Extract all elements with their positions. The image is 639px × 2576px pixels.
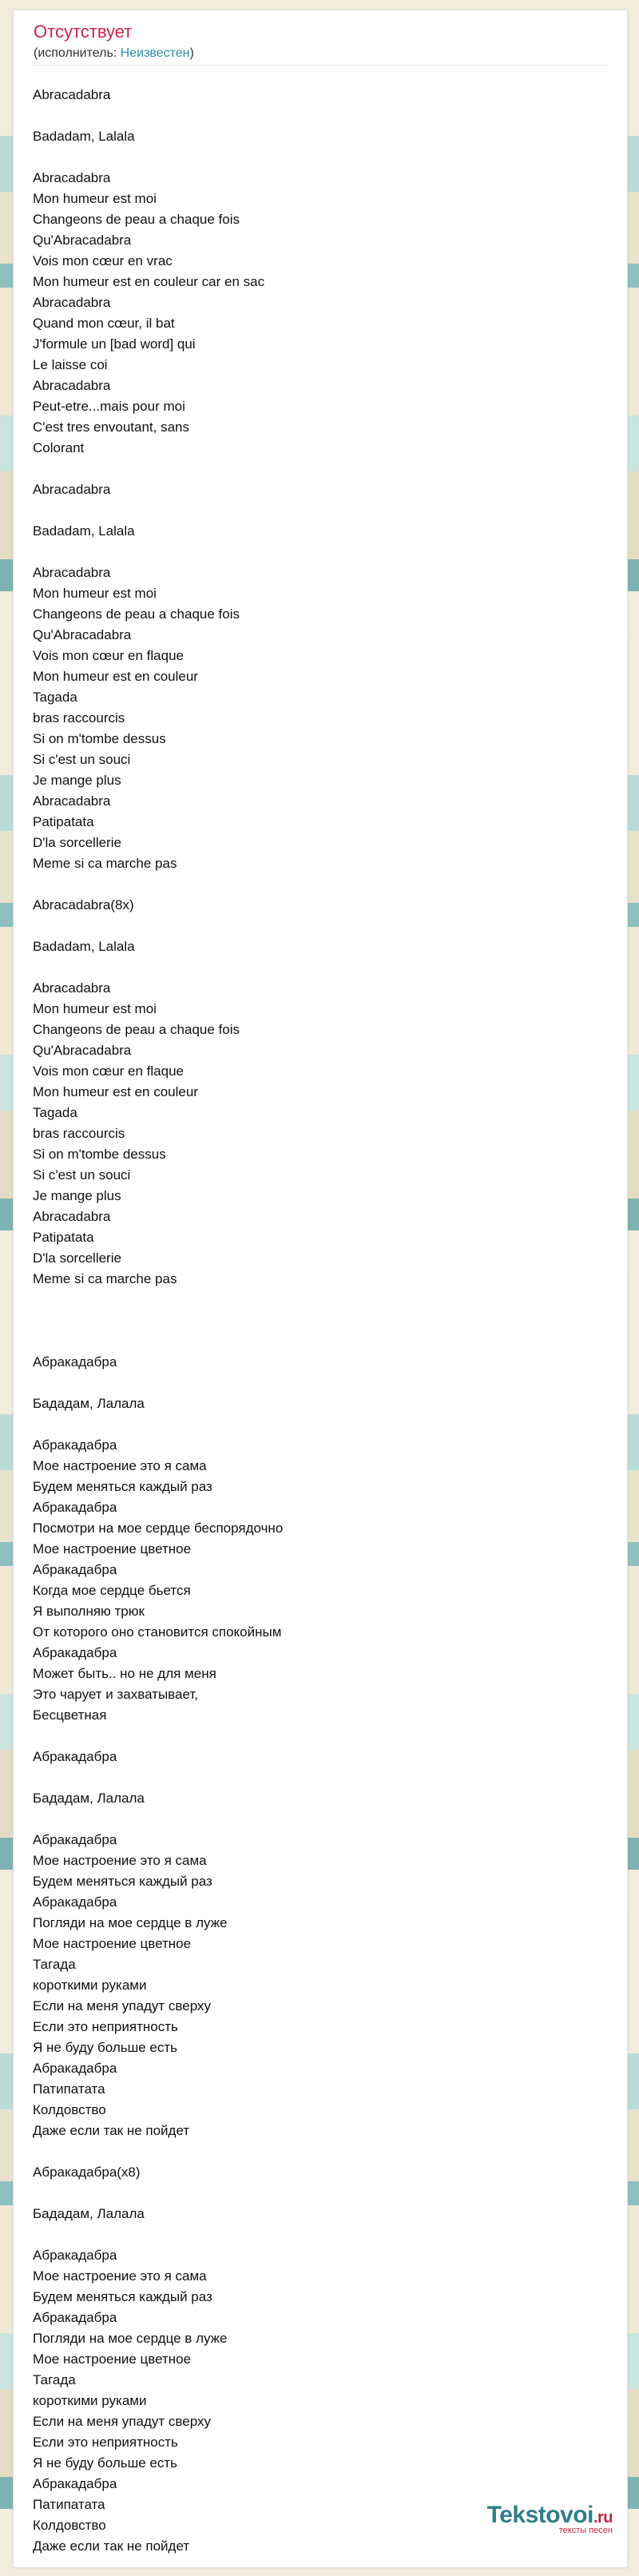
lyric-blank-line bbox=[33, 1767, 283, 1788]
lyric-line: Tagada bbox=[33, 1105, 77, 1120]
lyric-line: Абракадабра bbox=[33, 1562, 117, 1577]
lyric-line: Если это неприятность bbox=[33, 2435, 178, 2450]
lyric-line: Meme si ca marche pas bbox=[33, 1271, 177, 1286]
lyric-line: Mon humeur est en couleur bbox=[33, 1084, 198, 1099]
lyric-line: Tagada bbox=[33, 690, 77, 705]
lyric-line: Vois mon cœur en vrac bbox=[33, 253, 173, 268]
lyric-blank-line bbox=[33, 957, 283, 978]
lyric-line: Мое настроение цветное bbox=[33, 2351, 192, 2367]
lyric-line: Мое настроение это я сама bbox=[33, 2268, 207, 2284]
lyric-line: Тагада bbox=[33, 2372, 76, 2387]
lyric-line: Abracadabra bbox=[33, 793, 111, 809]
lyric-line: Если это неприятность bbox=[33, 2019, 178, 2034]
lyric-line: Абракадабра bbox=[33, 2248, 117, 2263]
lyric-line: Abracadabra bbox=[33, 565, 111, 580]
lyric-line: Абракадабра bbox=[33, 1894, 117, 1910]
subtitle-prefix: (исполнитель: bbox=[34, 46, 121, 60]
lyrics-body bbox=[33, 85, 283, 2557]
song-subtitle bbox=[34, 46, 194, 61]
lyric-line: Я выполняю трюк bbox=[33, 1604, 145, 1619]
lyric-line: Абракадабра bbox=[33, 1645, 117, 1660]
lyric-line: bras raccourcis bbox=[33, 1126, 125, 1141]
lyric-line: Abracadabra bbox=[33, 378, 111, 393]
lyric-line: Тагада bbox=[33, 1957, 76, 1972]
lyric-line: Будем меняться каждый раз bbox=[33, 1479, 212, 1494]
lyric-line: Peut-etre...mais pour moi bbox=[33, 399, 185, 414]
lyric-line: Если на меня упадут сверху bbox=[33, 2414, 211, 2429]
lyric-line: Патипатата bbox=[33, 2081, 105, 2097]
lyric-line: Qu'Abracadabra bbox=[33, 1043, 132, 1058]
lyric-line: Бададам, Лалала bbox=[33, 1791, 145, 1806]
lyric-line: Patipatata bbox=[33, 814, 94, 829]
lyric-blank-line bbox=[33, 1310, 283, 1331]
song-title: Отсутствует bbox=[34, 22, 133, 42]
lyric-blank-line bbox=[33, 916, 283, 936]
lyric-line: Мое настроение это я сама bbox=[33, 1853, 207, 1868]
lyric-line: Мое настроение цветное bbox=[33, 1936, 192, 1951]
lyric-line: Абракадабра bbox=[33, 2476, 117, 2491]
lyric-line: Мое настроение это я сама bbox=[33, 1458, 207, 1473]
lyric-line: Si on m'tombe dessus bbox=[33, 731, 166, 746]
lyric-blank-line bbox=[33, 147, 283, 168]
lyric-blank-line bbox=[33, 542, 283, 563]
subtitle-suffix: ) bbox=[189, 46, 194, 60]
lyric-blank-line bbox=[33, 1373, 283, 1393]
lyric-line: Абракадабра bbox=[33, 1500, 117, 1515]
site-logo[interactable] bbox=[487, 2502, 613, 2535]
lyric-line: Abracadabra bbox=[33, 1209, 111, 1224]
lyric-blank-line bbox=[33, 1726, 283, 1747]
lyric-line: D'la sorcellerie bbox=[33, 1250, 121, 1266]
lyric-line: Changeons de peau a chaque fois bbox=[33, 606, 240, 622]
lyric-line: Si c'est un souci bbox=[33, 752, 131, 767]
lyric-line: J'formule un [bad word] qui bbox=[33, 336, 196, 352]
lyric-line: Абракадабра bbox=[33, 1354, 117, 1369]
logo-tagline: тексты песен bbox=[558, 2526, 613, 2535]
lyric-line: Я не буду больше есть bbox=[33, 2455, 178, 2471]
lyric-blank-line bbox=[33, 459, 283, 479]
lyric-blank-line bbox=[33, 1809, 283, 1830]
lyric-line: Патипатата bbox=[33, 2497, 105, 2512]
lyric-line: Mon humeur est en couleur car en sac bbox=[33, 274, 265, 289]
lyric-line: Абракадабра bbox=[33, 2310, 117, 2325]
lyric-line: Погляди на мое сердце в луже bbox=[33, 1915, 228, 1930]
logo-tld: .ru bbox=[593, 2509, 613, 2526]
lyric-blank-line bbox=[33, 874, 283, 895]
lyric-line: Это чарует и захватывает, bbox=[33, 1687, 198, 1702]
header-divider bbox=[33, 65, 608, 66]
lyric-line: Badadam, Lalala bbox=[33, 939, 135, 954]
lyric-blank-line bbox=[33, 2141, 283, 2162]
lyric-blank-line bbox=[33, 1290, 283, 1310]
lyric-line: Будем меняться каждый раз bbox=[33, 2289, 212, 2304]
lyric-line: Mon humeur est moi bbox=[33, 586, 157, 601]
lyric-line: Abracadabra bbox=[33, 170, 111, 185]
lyric-line: Бесцветная bbox=[33, 1707, 107, 1723]
logo-wordmark bbox=[487, 2502, 613, 2529]
lyric-line: Je mange plus bbox=[33, 773, 121, 788]
lyric-line: Погляди на мое сердце в луже bbox=[33, 2331, 228, 2346]
lyric-line: Je mange plus bbox=[33, 1188, 121, 1203]
lyric-line: Quand mon cœur, il bat bbox=[33, 316, 175, 331]
lyric-line: Если на меня упадут сверху bbox=[33, 1998, 211, 2013]
lyrics-card bbox=[13, 10, 628, 2568]
lyric-line: Changeons de peau a chaque fois bbox=[33, 1022, 240, 1037]
lyric-blank-line bbox=[33, 2224, 283, 2245]
lyric-blank-line bbox=[33, 1414, 283, 1435]
lyric-line: Vois mon cœur en flaque bbox=[33, 1063, 184, 1079]
lyric-line: Colorant bbox=[33, 440, 85, 455]
lyric-line: Qu'Abracadabra bbox=[33, 627, 132, 642]
lyric-line: Абракадабра(x8) bbox=[33, 2165, 141, 2180]
lyric-line: Mon humeur est moi bbox=[33, 1001, 157, 1016]
lyric-line: Абракадабра bbox=[33, 2061, 117, 2076]
lyric-line: Abracadabra bbox=[33, 482, 111, 497]
lyric-line: C'est tres envoutant, sans bbox=[33, 419, 190, 435]
lyric-line: Мое настроение цветное bbox=[33, 1541, 192, 1556]
lyric-line: Patipatata bbox=[33, 1230, 94, 1245]
lyric-line: Абракадабра bbox=[33, 1749, 117, 1764]
lyric-line: Abracadabra bbox=[33, 980, 111, 996]
lyric-line: Колдовство bbox=[33, 2102, 106, 2117]
lyric-blank-line bbox=[33, 105, 283, 126]
lyric-line: Mon humeur est en couleur bbox=[33, 669, 198, 684]
lyric-line: короткими руками bbox=[33, 1978, 147, 1993]
lyric-line: Mon humeur est moi bbox=[33, 191, 157, 206]
lyric-line: Le laisse coi bbox=[33, 357, 108, 372]
lyric-line: Даже если так не пойдет bbox=[33, 2123, 190, 2138]
lyric-blank-line bbox=[33, 500, 283, 521]
artist-link[interactable]: Неизвестен bbox=[120, 46, 190, 60]
lyric-line: Badadam, Lalala bbox=[33, 523, 135, 539]
lyric-line: Abracadabra(8x) bbox=[33, 897, 134, 912]
lyric-line: Changeons de peau a chaque fois bbox=[33, 212, 240, 227]
lyric-line: D'la sorcellerie bbox=[33, 835, 121, 850]
lyric-line: Abracadabra bbox=[33, 87, 111, 102]
lyric-line: bras raccourcis bbox=[33, 710, 125, 725]
lyric-line: Я не буду больше есть bbox=[33, 2040, 178, 2055]
lyric-blank-line bbox=[33, 2183, 283, 2204]
lyric-line: Когда мое сердце бьется bbox=[33, 1583, 191, 1598]
lyric-line: Бададам, Лалала bbox=[33, 1396, 145, 1411]
lyric-line: Abracadabra bbox=[33, 295, 111, 310]
lyric-line: Посмотри на мое сердце беспорядочно bbox=[33, 1521, 284, 1536]
lyric-line: Vois mon cœur en flaque bbox=[33, 648, 184, 663]
lyric-line: Qu'Abracadabra bbox=[33, 233, 132, 248]
lyric-line: Может быть.. но не для меня bbox=[33, 1666, 216, 1681]
logo-name: Tekstovoi bbox=[486, 2502, 593, 2528]
lyric-line: Meme si ca marche pas bbox=[33, 856, 177, 871]
lyric-line: Si c'est un souci bbox=[33, 1167, 131, 1183]
lyric-line: Badadam, Lalala bbox=[33, 129, 135, 144]
lyric-line: Абракадабра bbox=[33, 1437, 117, 1453]
lyric-line: Абракадабра bbox=[33, 1832, 117, 1847]
lyric-line: Колдовство bbox=[33, 2518, 106, 2533]
lyric-blank-line bbox=[33, 1331, 283, 1352]
lyric-line: Si on m'tombe dessus bbox=[33, 1147, 166, 1162]
lyric-line: Бададам, Лалала bbox=[33, 2206, 145, 2221]
lyric-line: Будем меняться каждый раз bbox=[33, 1874, 212, 1889]
lyric-line: короткими руками bbox=[33, 2393, 147, 2408]
lyric-line: Даже если так не пойдет bbox=[33, 2538, 190, 2554]
lyric-line: От которого оно становится спокойным bbox=[33, 1624, 282, 1640]
